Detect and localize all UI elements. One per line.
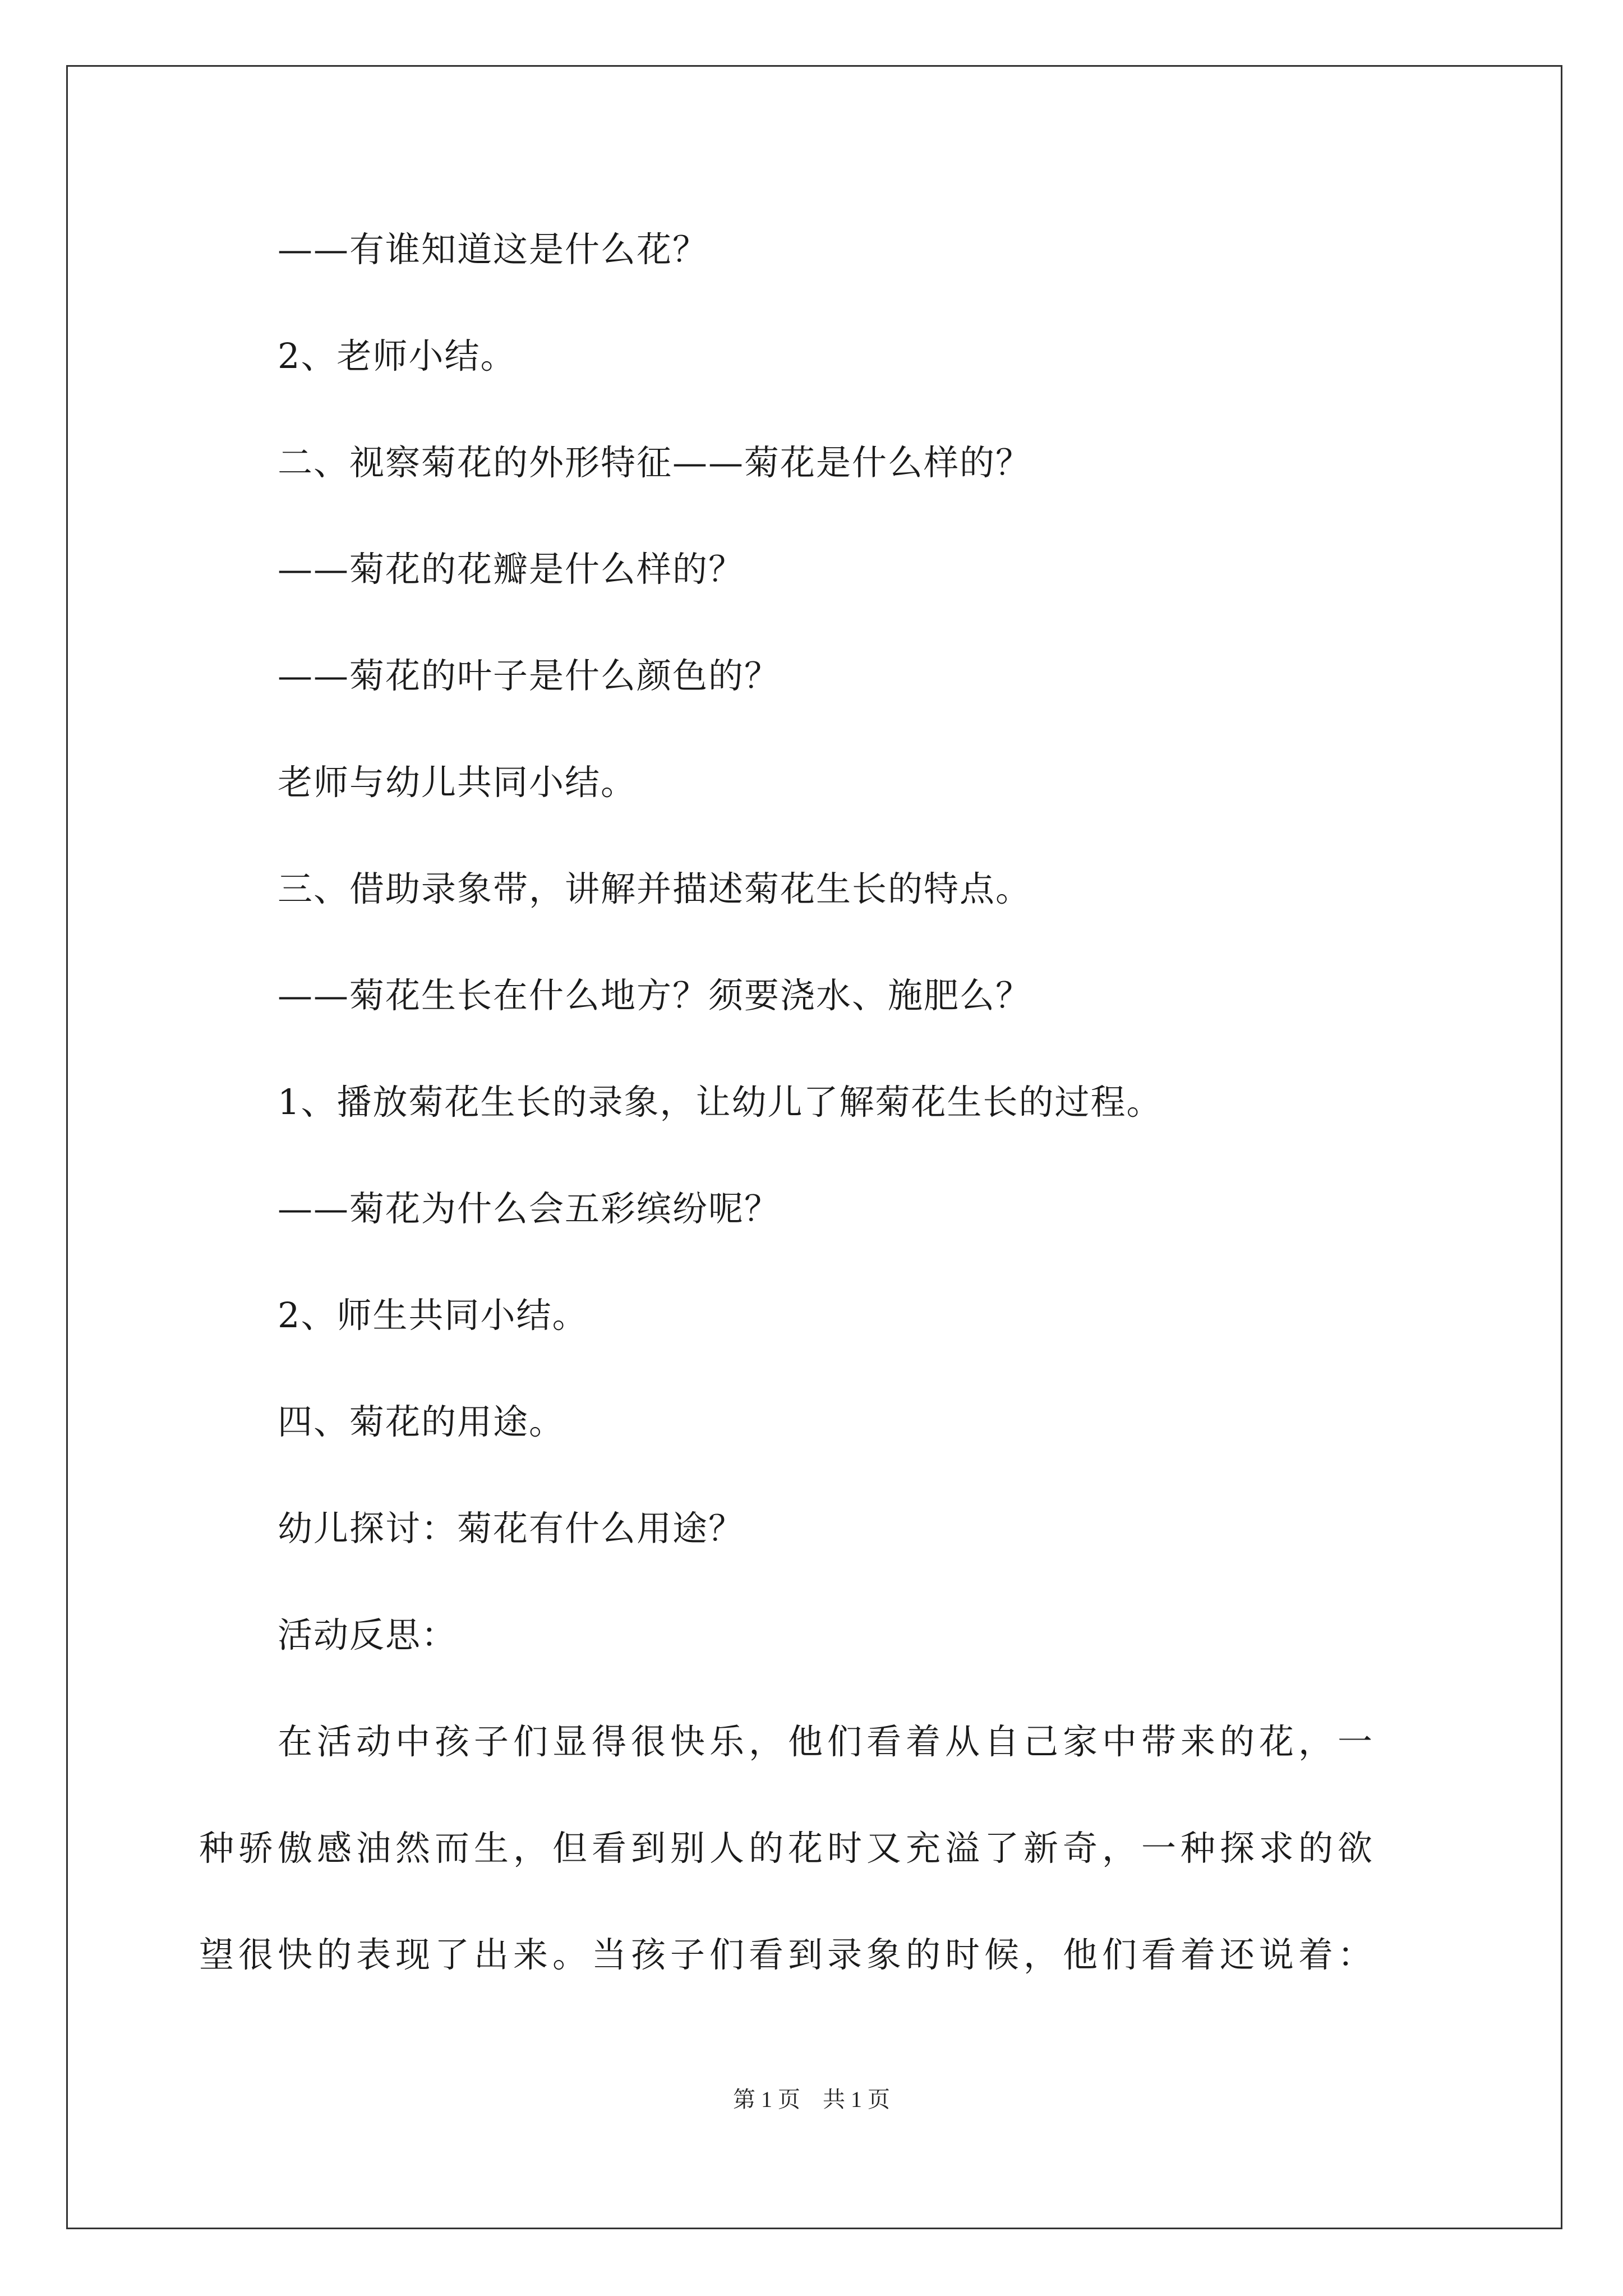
text-line: ——菊花的叶子是什么颜色的？ (278, 655, 781, 696)
text-line: 三、借助录象带，讲解并描述菊花生长的特点。 (278, 868, 1032, 909)
text-line: 二、视察菊花的外形特征——菊花是什么样的？ (278, 442, 1032, 483)
text-line: ——有谁知道这是什么花？ (278, 229, 709, 270)
text-line: 2、老师小结。 (278, 335, 517, 376)
paragraph-line: 望很快的表现了出来。当孩子们看到录象的时候，他们看着还说着： (199, 1934, 1377, 1975)
text-line: 2、师生共同小结。 (278, 1295, 588, 1336)
paragraph-line: 种骄傲感油然而生，但看到别人的花时又充溢了新奇，一种探求的欲 (199, 1828, 1377, 1869)
text-line: 1、播放菊花生长的录象，让幼儿了解菊花生长的过程。 (278, 1082, 1163, 1122)
page-border (66, 65, 1562, 2229)
text-line: 老师与幼儿共同小结。 (278, 762, 637, 803)
text-line: ——菊花为什么会五彩缤纷呢？ (278, 1188, 781, 1229)
text-line: 活动反思： (278, 1614, 458, 1655)
text-line: 四、菊花的用途。 (278, 1401, 565, 1442)
page-number-footer: 第 1 页 共 1 页 (733, 2087, 890, 2112)
text-line: ——菊花的花瓣是什么样的？ (278, 549, 745, 590)
paragraph-line: 在活动中孩子们显得很快乐，他们看着从自己家中带来的花，一 (278, 1721, 1377, 1762)
text-line: 幼儿探讨：菊花有什么用途？ (278, 1508, 745, 1549)
text-line: ——菊花生长在什么地方？须要浇水、施肥么？ (278, 975, 1032, 1016)
